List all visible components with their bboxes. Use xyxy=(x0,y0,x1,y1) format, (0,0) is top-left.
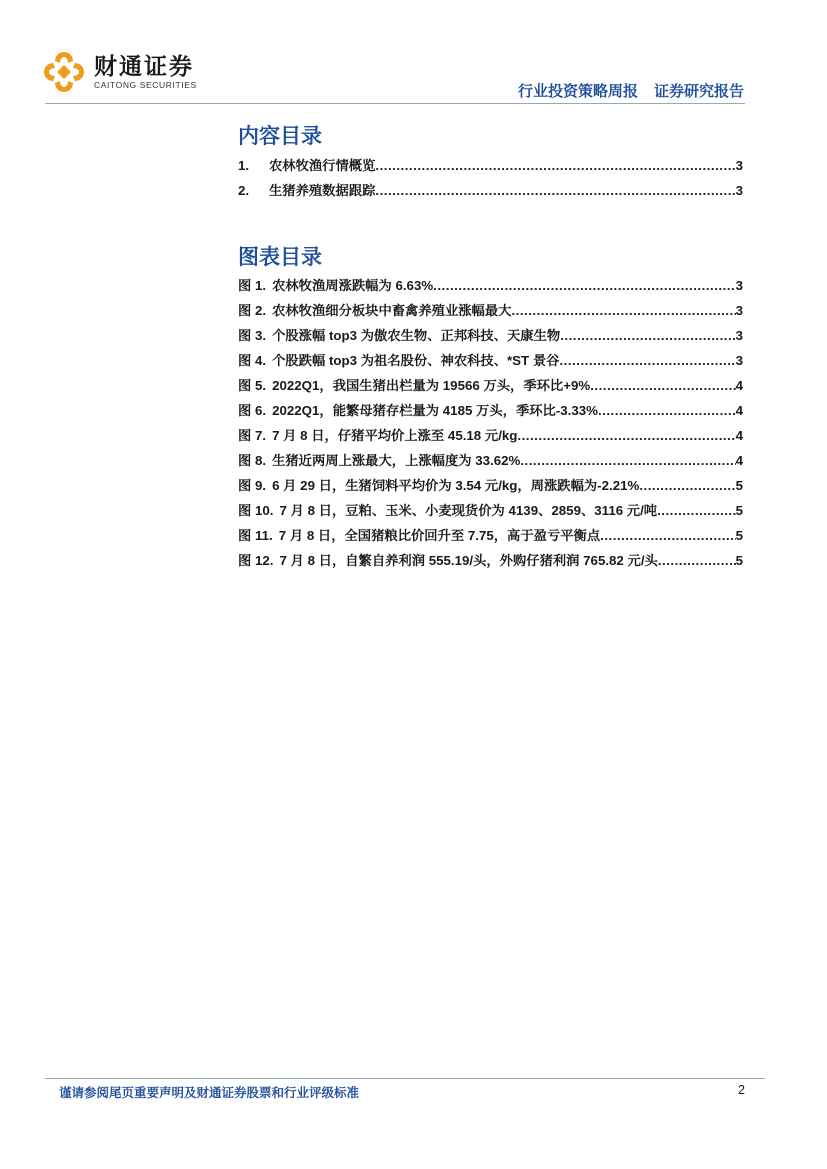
figure-entry-number: 图 1. xyxy=(238,278,267,293)
footer-divider xyxy=(45,1078,765,1079)
toc-leader-dots xyxy=(375,158,735,173)
figure-entry-page: 3 xyxy=(735,278,743,293)
toc-entry[interactable] xyxy=(238,180,743,205)
toc-leader-dots xyxy=(520,453,735,468)
figure-entry-page: 4 xyxy=(735,453,743,468)
figure-entry-text: 7 月 8 日，豆粕、玉米、小麦现货价为 4139、2859、3116 元/吨 xyxy=(279,503,658,518)
figure-entry-number: 图 11. xyxy=(238,528,273,543)
toc-leader-dots xyxy=(433,278,735,293)
caitong-logo-icon xyxy=(42,50,86,94)
figure-entry-number: 图 6. xyxy=(238,403,267,418)
figure-entry-text: 农林牧渔细分板块中畜禽养殖业涨幅最大 xyxy=(272,303,512,318)
toc-leader-dots xyxy=(517,428,735,443)
toc-leader-dots xyxy=(600,528,735,543)
figure-entry-page: 5 xyxy=(735,478,743,493)
figure-entry-text: 2022Q1，我国生猪出栏量为 19566 万头，季环比+9% xyxy=(272,378,591,393)
report-category: 证券研究报告 xyxy=(653,83,744,100)
figure-entry-page: 3 xyxy=(735,353,743,368)
figures-title: 图表目录 xyxy=(238,246,322,269)
figure-entry-text: 7 月 8 日，全国猪粮比价回升至 7.75，高于盈亏平衡点 xyxy=(278,528,601,543)
figure-entry-number: 图 2. xyxy=(238,303,267,318)
toc-entry[interactable] xyxy=(238,155,743,180)
logo-chinese-name: 财通证券 xyxy=(94,52,194,79)
figure-entry[interactable] xyxy=(238,500,743,525)
footer-disclaimer-link[interactable]: 谨请参阅尾页重要声明及财通证券股票和行业评级标准 xyxy=(59,1086,360,1100)
figure-entry[interactable] xyxy=(238,475,743,500)
figure-entry-text: 7 月 8 日，自繁自养利润 555.19/头，外购仔猪利润 765.82 元/头 xyxy=(279,553,658,568)
report-header-labels xyxy=(518,80,744,101)
figures-list xyxy=(238,275,743,575)
figure-entry-text: 2022Q1，能繁母猪存栏量为 4185 万头，季环比-3.33% xyxy=(272,403,598,418)
figure-entry-page: 3 xyxy=(735,328,743,343)
toc-entry-text: 农林牧渔行情概览 xyxy=(269,158,376,173)
toc-leader-dots xyxy=(511,303,735,318)
figure-entry-page: 5 xyxy=(735,553,743,568)
figure-entry-number: 图 9. xyxy=(238,478,267,493)
figure-entry-number: 图 3. xyxy=(238,328,267,343)
figure-entry-page: 4 xyxy=(735,403,743,418)
figure-entry-text: 6 月 29 日，生猪饲料平均价为 3.54 元/kg，周涨跌幅为-2.21% xyxy=(272,478,640,493)
figure-entry[interactable] xyxy=(238,400,743,425)
figure-entry-number: 图 8. xyxy=(238,453,267,468)
figure-entry-page: 4 xyxy=(735,428,743,443)
toc-entry-number: 1. xyxy=(238,158,250,173)
toc-entry-page: 3 xyxy=(735,183,743,198)
toc-leader-dots xyxy=(598,403,736,418)
figure-entry-text: 7 月 8 日，仔猪平均价上涨至 45.18 元/kg xyxy=(272,428,518,443)
header-divider xyxy=(45,103,745,104)
figure-entry-number: 图 7. xyxy=(238,428,267,443)
figure-entry[interactable] xyxy=(238,350,743,375)
figure-entry[interactable] xyxy=(238,525,743,550)
figure-entry-page: 4 xyxy=(735,378,743,393)
figure-entry-page: 5 xyxy=(735,528,743,543)
figure-entry[interactable] xyxy=(238,450,743,475)
toc-leader-dots xyxy=(375,183,735,198)
contents-title: 内容目录 xyxy=(238,125,322,148)
caitong-logo xyxy=(42,50,197,94)
toc-leader-dots xyxy=(560,328,735,343)
figure-entry-number: 图 4. xyxy=(238,353,267,368)
toc-entry-text: 生猪养殖数据跟踪 xyxy=(269,183,376,198)
toc-entry-number: 2. xyxy=(238,183,250,198)
figure-entry-page: 5 xyxy=(735,503,743,518)
figure-entry-text: 生猪近两周上涨最大，上涨幅度为 33.62% xyxy=(272,453,521,468)
toc-leader-dots xyxy=(590,378,735,393)
figure-entry[interactable] xyxy=(238,375,743,400)
figure-entry[interactable] xyxy=(238,275,743,300)
figure-entry-text: 个股跌幅 top3 为祖名股份、神农科技、*ST 景谷 xyxy=(272,353,560,368)
logo-english-name: CAITONG SECURITIES xyxy=(94,79,197,90)
toc-leader-dots xyxy=(658,553,736,568)
figure-entry-text: 农林牧渔周涨跌幅为 6.63% xyxy=(272,278,434,293)
figure-entry-number: 图 5. xyxy=(238,378,267,393)
figure-entry-page: 3 xyxy=(735,303,743,318)
figure-entry-text: 个股涨幅 top3 为傲农生物、正邦科技、天康生物 xyxy=(272,328,561,343)
contents-list xyxy=(238,155,743,205)
toc-leader-dots xyxy=(639,478,735,493)
figure-entry-number: 图 12. xyxy=(238,553,274,568)
toc-leader-dots xyxy=(559,353,735,368)
report-type: 行业投资策略周报 xyxy=(517,83,638,100)
figure-entry[interactable] xyxy=(238,325,743,350)
figure-entry[interactable] xyxy=(238,550,743,575)
figure-entry-number: 图 10. xyxy=(238,503,274,518)
figure-entry[interactable] xyxy=(238,425,743,450)
page-number: 2 xyxy=(738,1083,745,1097)
figure-entry[interactable] xyxy=(238,300,743,325)
toc-leader-dots xyxy=(657,503,736,518)
toc-entry-page: 3 xyxy=(735,158,743,173)
